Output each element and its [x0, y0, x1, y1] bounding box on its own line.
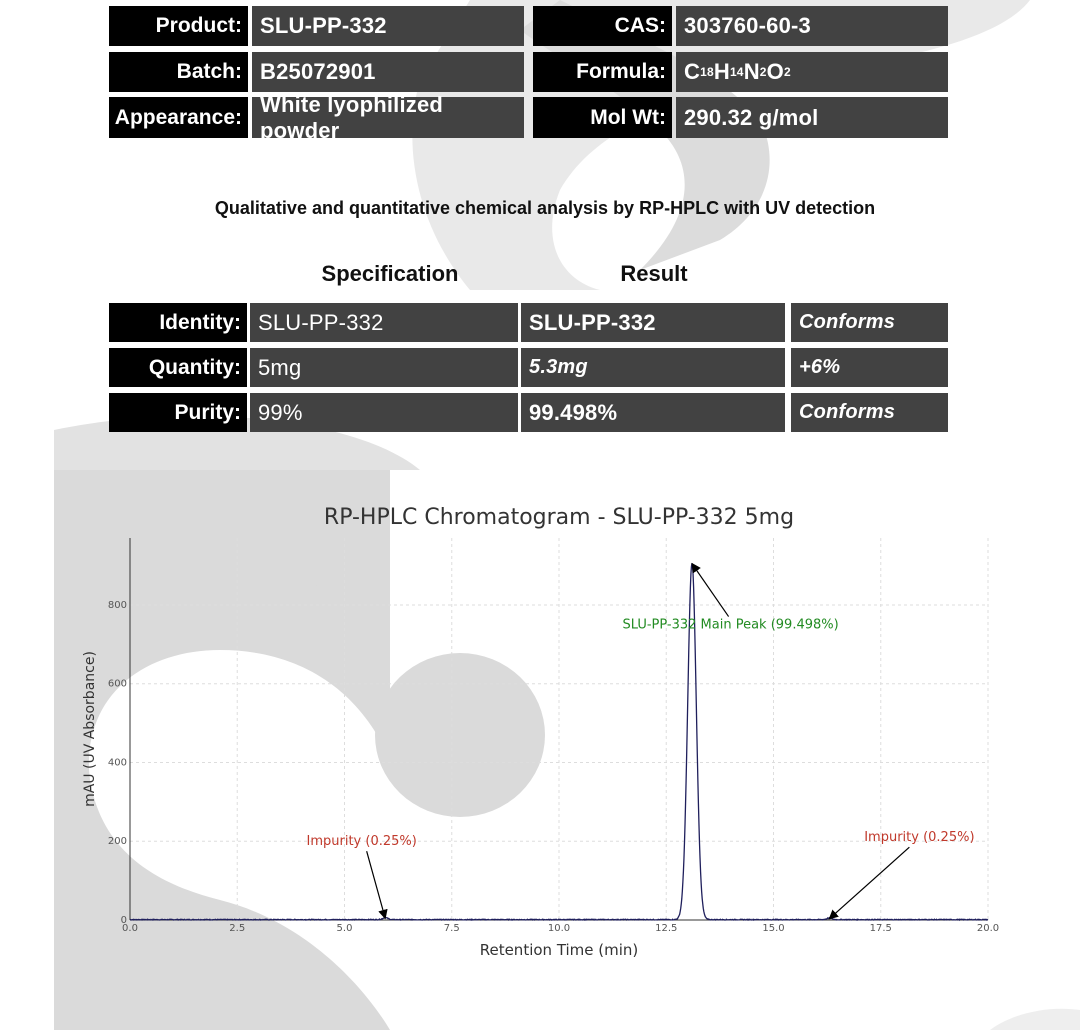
purity-spec: 99% — [250, 393, 518, 432]
product-value: SLU-PP-332 — [252, 6, 524, 46]
annotation-label: Impurity (0.25%) — [864, 830, 975, 846]
x-tick-label: 17.5 — [869, 923, 892, 934]
mol-wt-label: Mol Wt: — [533, 97, 672, 138]
cas-label: CAS: — [533, 6, 672, 46]
chart-title: RP-HPLC Chromatogram - SLU-PP-332 5mg — [323, 505, 795, 530]
x-tick-label: 7.5 — [443, 923, 460, 934]
y-axis-label: mAU (UV Absorbance) — [82, 651, 98, 807]
identity-status: Conforms — [791, 303, 948, 342]
x-tick-label: 0.0 — [122, 923, 138, 934]
purity-label: Purity: — [109, 393, 247, 432]
quantity-label: Quantity: — [109, 348, 247, 387]
identity-result: SLU-PP-332 — [521, 303, 785, 342]
x-tick-label: 15.0 — [762, 923, 785, 934]
y-tick-label: 400 — [107, 757, 127, 769]
formula-label: Formula: — [533, 52, 672, 92]
appearance-value: White lyophilized powder — [252, 97, 524, 138]
mol-wt-value: 290.32 g/mol — [676, 97, 948, 138]
annotation-label: SLU-PP-332 Main Peak (99.498%) — [622, 617, 839, 633]
cas-value: 303760-60-3 — [676, 6, 948, 46]
result-header: Result — [620, 261, 688, 286]
formula-value: C 18 H 14 N 2 O 2 — [676, 52, 948, 92]
x-tick-label: 2.5 — [229, 923, 246, 934]
x-tick-label: 10.0 — [547, 923, 571, 934]
y-tick-label: 800 — [107, 599, 127, 611]
batch-label: Batch: — [109, 52, 248, 92]
annotation-arrow — [829, 847, 909, 919]
x-axis-label: Retention Time (min) — [479, 941, 639, 959]
x-tick-label: 12.5 — [655, 923, 678, 934]
x-tick-label: 5.0 — [336, 923, 353, 934]
specification-header: Specification — [321, 261, 459, 286]
annotation-arrow — [367, 851, 386, 918]
y-tick-label: 200 — [107, 836, 127, 848]
quantity-result: 5.3mg — [521, 348, 785, 387]
product-label: Product: — [109, 6, 248, 46]
y-tick-label: 0 — [120, 915, 127, 926]
appearance-label: Appearance: — [109, 97, 248, 138]
y-tick-label: 600 — [107, 678, 127, 690]
quantity-status: +6% — [791, 348, 948, 387]
quantity-spec: 5mg — [250, 348, 518, 387]
purity-status: Conforms — [791, 393, 948, 432]
identity-spec: SLU-PP-332 — [250, 303, 518, 342]
identity-label: Identity: — [109, 303, 247, 342]
chromatogram-chart — [54, 488, 1014, 968]
purity-result: 99.498% — [521, 393, 785, 432]
x-tick-label: 20.0 — [976, 923, 1000, 934]
batch-value: B25072901 — [252, 52, 524, 92]
analysis-title: Qualitative and quantitative chemical analysis by RP-HPLC with UV detection — [214, 198, 876, 218]
annotation-label: Impurity (0.25%) — [306, 834, 417, 850]
annotation-arrow — [692, 564, 729, 617]
